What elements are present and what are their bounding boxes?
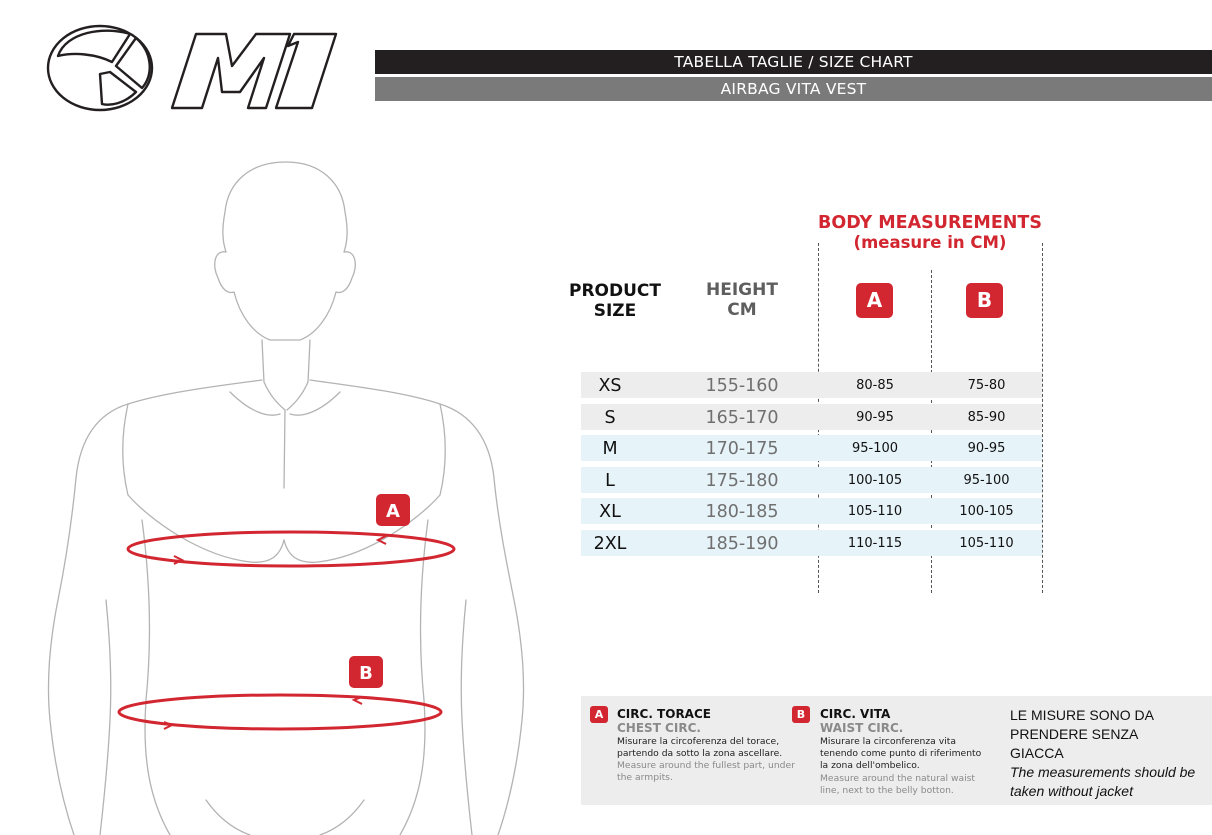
column-header-a-badge: A — [856, 283, 893, 318]
cell-height: 170-175 — [705, 439, 779, 460]
cell-height: 165-170 — [705, 407, 779, 428]
note-right-it-3: GIACCA — [1010, 745, 1064, 761]
note-a-text-it-1: Misurare la circoferenza del torace, — [617, 736, 780, 747]
note-right-en-1: The measurements should be — [1010, 764, 1196, 780]
note-a-title: CIRC. TORACE — [617, 707, 711, 721]
note-b-title: CIRC. VITA — [820, 707, 891, 721]
note-b-badge: B — [792, 706, 810, 723]
column-header-height — [682, 280, 802, 320]
header-title-bar — [375, 50, 1212, 74]
body-measurements-subtitle: (measure in CM) — [853, 233, 1007, 252]
note-right-it-2: PRENDERE SENZA — [1010, 726, 1139, 742]
note-a-text-it-2: partendo da sotto la zona ascellare. — [617, 748, 783, 759]
cell-b: 75-80 — [967, 378, 1006, 393]
column-header-product-size — [560, 281, 670, 321]
table-row — [581, 372, 1042, 398]
cell-b: 95-100 — [963, 472, 1010, 488]
cell-a: 105-110 — [847, 504, 903, 520]
cell-size: M — [602, 439, 618, 460]
note-b-text-it-1: Misurare la circonferenza vita — [820, 736, 956, 747]
note-right-it-1: LE MISURE SONO DA — [1010, 707, 1154, 723]
cell-size: L — [605, 470, 615, 491]
note-b-text-en-1: Measure around the natural waist — [820, 773, 976, 784]
note-without-jacket — [1010, 706, 1210, 801]
cell-b: 90-95 — [967, 441, 1006, 457]
table-row — [581, 467, 1042, 493]
m1-logo — [44, 22, 344, 114]
column-header-size-line2: SIZE — [593, 301, 637, 321]
cell-height: 155-160 — [705, 376, 779, 396]
cell-a: 110-115 — [847, 535, 903, 551]
cell-b: 100-105 — [959, 504, 1014, 520]
cell-a: 95-100 — [851, 441, 899, 457]
cell-size: S — [604, 407, 616, 428]
table-row — [581, 530, 1042, 556]
table-row — [581, 435, 1042, 461]
note-right-en-2: taken without jacket — [1010, 783, 1133, 799]
size-table — [581, 372, 1042, 562]
header-subtitle-bar — [375, 77, 1212, 101]
cell-b: 85-90 — [967, 409, 1006, 425]
cell-a: 100-105 — [847, 472, 903, 488]
column-header-height-line2: CM — [727, 300, 757, 320]
note-a-subtitle: CHEST CIRC. — [617, 721, 701, 735]
cell-size: XL — [599, 502, 621, 523]
note-a-text-en-2: the armpits. — [617, 772, 673, 783]
column-divider — [1042, 243, 1043, 593]
cell-size: 2XL — [593, 533, 627, 554]
note-b-text-it-2: tenendo come punto di riferimento — [820, 748, 982, 759]
body-figure-illustration — [0, 150, 560, 835]
note-b-subtitle: WAIST CIRC. — [820, 721, 904, 735]
column-header-height-line1: HEIGHT — [706, 280, 778, 300]
figure-marker-b: B — [359, 663, 373, 684]
note-a-text-en-1: Measure around the fullest part, under — [617, 760, 795, 771]
table-row — [581, 498, 1042, 524]
cell-b: 105-110 — [959, 535, 1014, 551]
cell-a: 90-95 — [856, 409, 894, 425]
figure-marker-a: A — [386, 501, 400, 522]
header-title: TABELLA TAGLIE / SIZE CHART — [674, 53, 913, 71]
column-header-b-badge: B — [966, 283, 1003, 318]
note-b-text-it-3: la zona dell'ombelico. — [820, 760, 920, 771]
note-a-badge: A — [590, 706, 608, 723]
table-row — [581, 404, 1042, 430]
cell-height: 185-190 — [705, 533, 779, 554]
column-header-size-line1: PRODUCT — [569, 281, 661, 301]
measurement-notes — [581, 696, 1212, 805]
cell-a: 80-85 — [856, 378, 894, 393]
header-subtitle: AIRBAG VITA VEST — [720, 80, 867, 98]
body-measurements-title: BODY MEASUREMENTS — [818, 213, 1042, 233]
note-b-text-en-2: line, next to the belly botton. — [820, 785, 954, 796]
cell-height: 180-185 — [705, 502, 779, 523]
cell-height: 175-180 — [705, 470, 779, 491]
cell-size: XS — [598, 376, 622, 396]
